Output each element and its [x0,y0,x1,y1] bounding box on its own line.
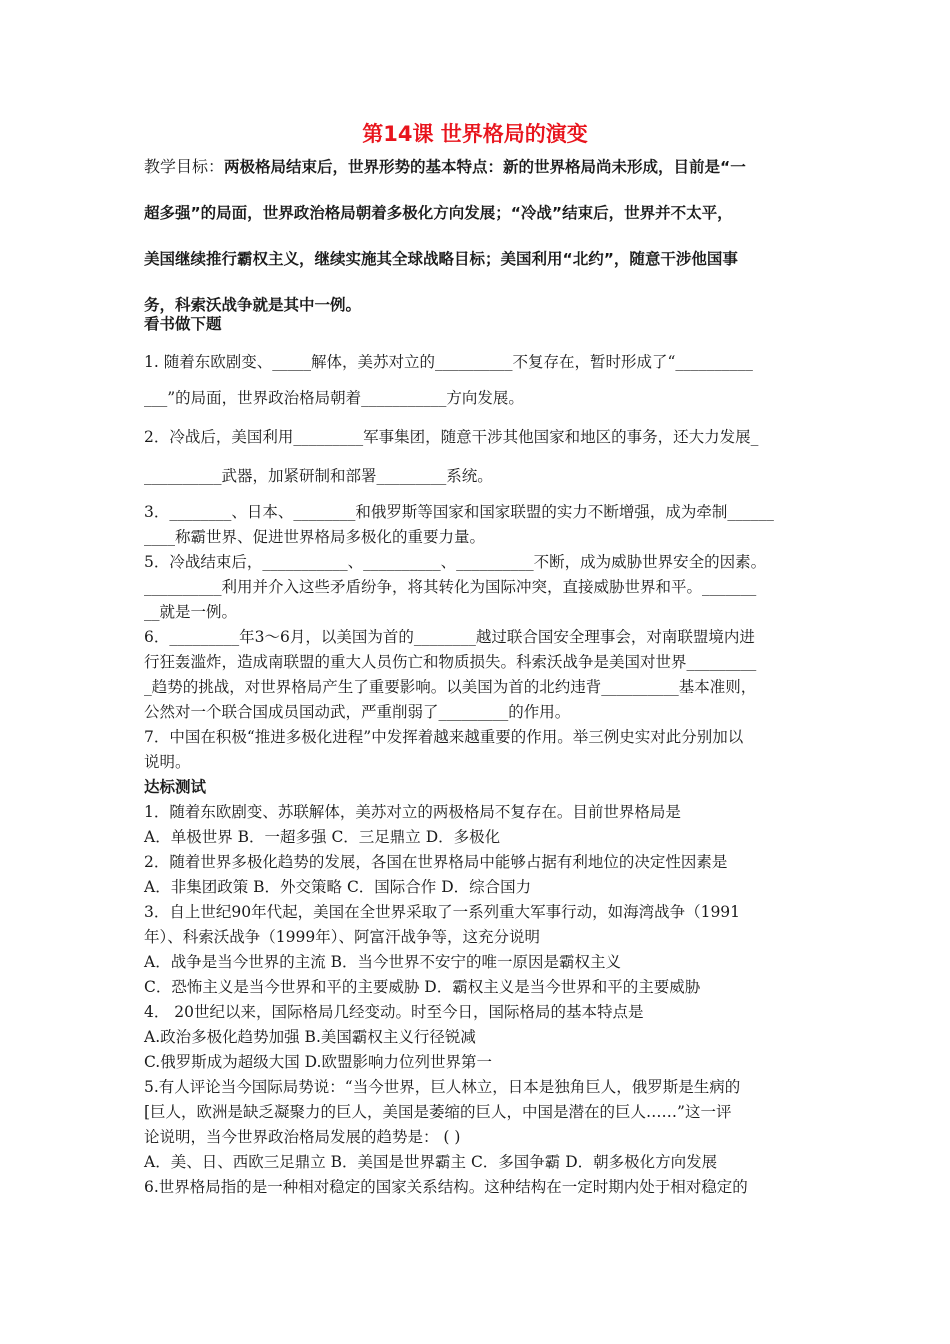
exercise-line: 5．冷战结束后，___________、__________、__________不断，成为威胁世界安全的因素。 [144,553,767,571]
objective-line [144,144,808,190]
test-line: C.俄罗斯成为超级大国 D.欧盟影响力位列世界第一 [144,1053,492,1071]
exercise-line: __________利用并介入这些矛盾纷争，将其转化为国际冲突，直接威胁世界和平。_______ [144,578,757,596]
test-line: 2．随着世界多极化趋势的发展，各国在世界格局中能够占据有利地位的决定性因素是 [144,853,728,871]
exercise-line: 2．冷战后，美国利用_________军事集团，随意干涉其他国家和地区的事务，还大力发展_ [144,428,759,446]
exercise-line: ___”的局面，世界政治格局朝着___________方向发展。 [144,389,524,407]
exercise-line: 说明。 [144,753,191,771]
exercise-line: 1. 随着东欧剧变、_____解体，美苏对立的__________不复存在，暂时形成了“__________ [144,353,753,371]
test-line: 年）、科索沃战争（1999年）、阿富汗战争等，这充分说明 [144,928,540,946]
test-line: A．战争是当今世界的主流 B．当今世界不安宁的唯一原因是霸权主义 [144,953,622,971]
exercise-line: 行狂轰滥炸，造成南联盟的重大人员伤亡和物质损失。科索沃战争是美国对世界_________ [144,653,757,671]
exercise-line: __________武器，加紧研制和部署_________系统。 [144,467,493,485]
objective-label: 教学目标： [144,157,225,176]
exercise-line: 7．中国在积极“推进多极化进程”中发挥着越来越重要的作用。举三例史实对此分别加以 [144,728,744,746]
objective-line: 美国继续推行霸权主义，继续实施其全球战略目标；美国利用“北约”，随意干涉他国事 [144,250,738,268]
exercise-line: ____称霸世界、促进世界格局多极化的重要力量。 [144,528,486,546]
objective-line: 务，科索沃战争就是其中一例。 [144,296,362,314]
test-line: A．非集团政策 B．外交策略 C．国际合作 D．综合国力 [144,878,532,896]
objective-text: 两极格局结束后，世界形势的基本特点：新的世界格局尚未形成，目前是“一 [224,158,746,176]
test-line: A．单极世界 B．一超多强 C．三足鼎立 D．多极化 [144,828,501,846]
section-heading-reading: 看书做下题 [144,315,222,333]
section-heading-test: 达标测试 [144,778,207,796]
test-line: 论说明，当今世界政治格局发展的趋势是： ( ) [144,1128,461,1146]
lesson-title: 第14课 世界格局的演变 [362,122,588,146]
test-line: 4． 20世纪以来，国际格局几经变动。时至今日，国际格局的基本特点是 [144,1003,644,1021]
test-line: 1．随着东欧剧变、苏联解体，美苏对立的两极格局不复存在。目前世界格局是 [144,803,681,821]
test-line: A.政治多极化趋势加强 B.美国霸权主义行径锐减 [144,1028,476,1046]
test-line: 5.有人评论当今国际局势说：“当今世界，巨人林立，日本是独角巨人，俄罗斯是生病的 [144,1078,741,1096]
test-line: [巨人，欧洲是缺乏凝聚力的巨人，美国是萎缩的巨人，中国是潜在的巨人……”这一评 [144,1103,732,1121]
test-line: 6.世界格局指的是一种相对稳定的国家关系结构。这种结构在一定时期内处于相对稳定的 [144,1178,748,1196]
test-line: 3．自上世纪90年代起，美国在全世界采取了一系列重大军事行动，如海湾战争（1991 [144,903,741,921]
exercise-line: _趋势的挑战，对世界格局产生了重要影响。以美国为首的北约违背__________基本准则， [144,678,757,696]
exercise-line: 3．________、日本、________和俄罗斯等国家和国家联盟的实力不断增强，成为牵制______ [144,503,774,521]
exercise-line: __就是一例。 [144,603,238,621]
test-line: A．美、日、西欧三足鼎立 B．美国是世界霸主 C．多国争霸 D．朝多极化方向发展 [144,1153,718,1171]
exercise-line: 公然对一个联合国成员国动武，严重削弱了_________的作用。 [144,703,571,721]
exercise-line: 6．_________年3～6月，以美国为首的________越过联合国安全理事会，对南联盟境内进 [144,628,755,646]
teaching-objective [144,144,808,328]
objective-line: 超多强”的局面，世界政治格局朝着多极化方向发展；“冷战”结束后，世界并不太平， [144,204,733,222]
test-line: C．恐怖主义是当今世界和平的主要威胁 D．霸权主义是当今世界和平的主要威胁 [144,978,701,996]
